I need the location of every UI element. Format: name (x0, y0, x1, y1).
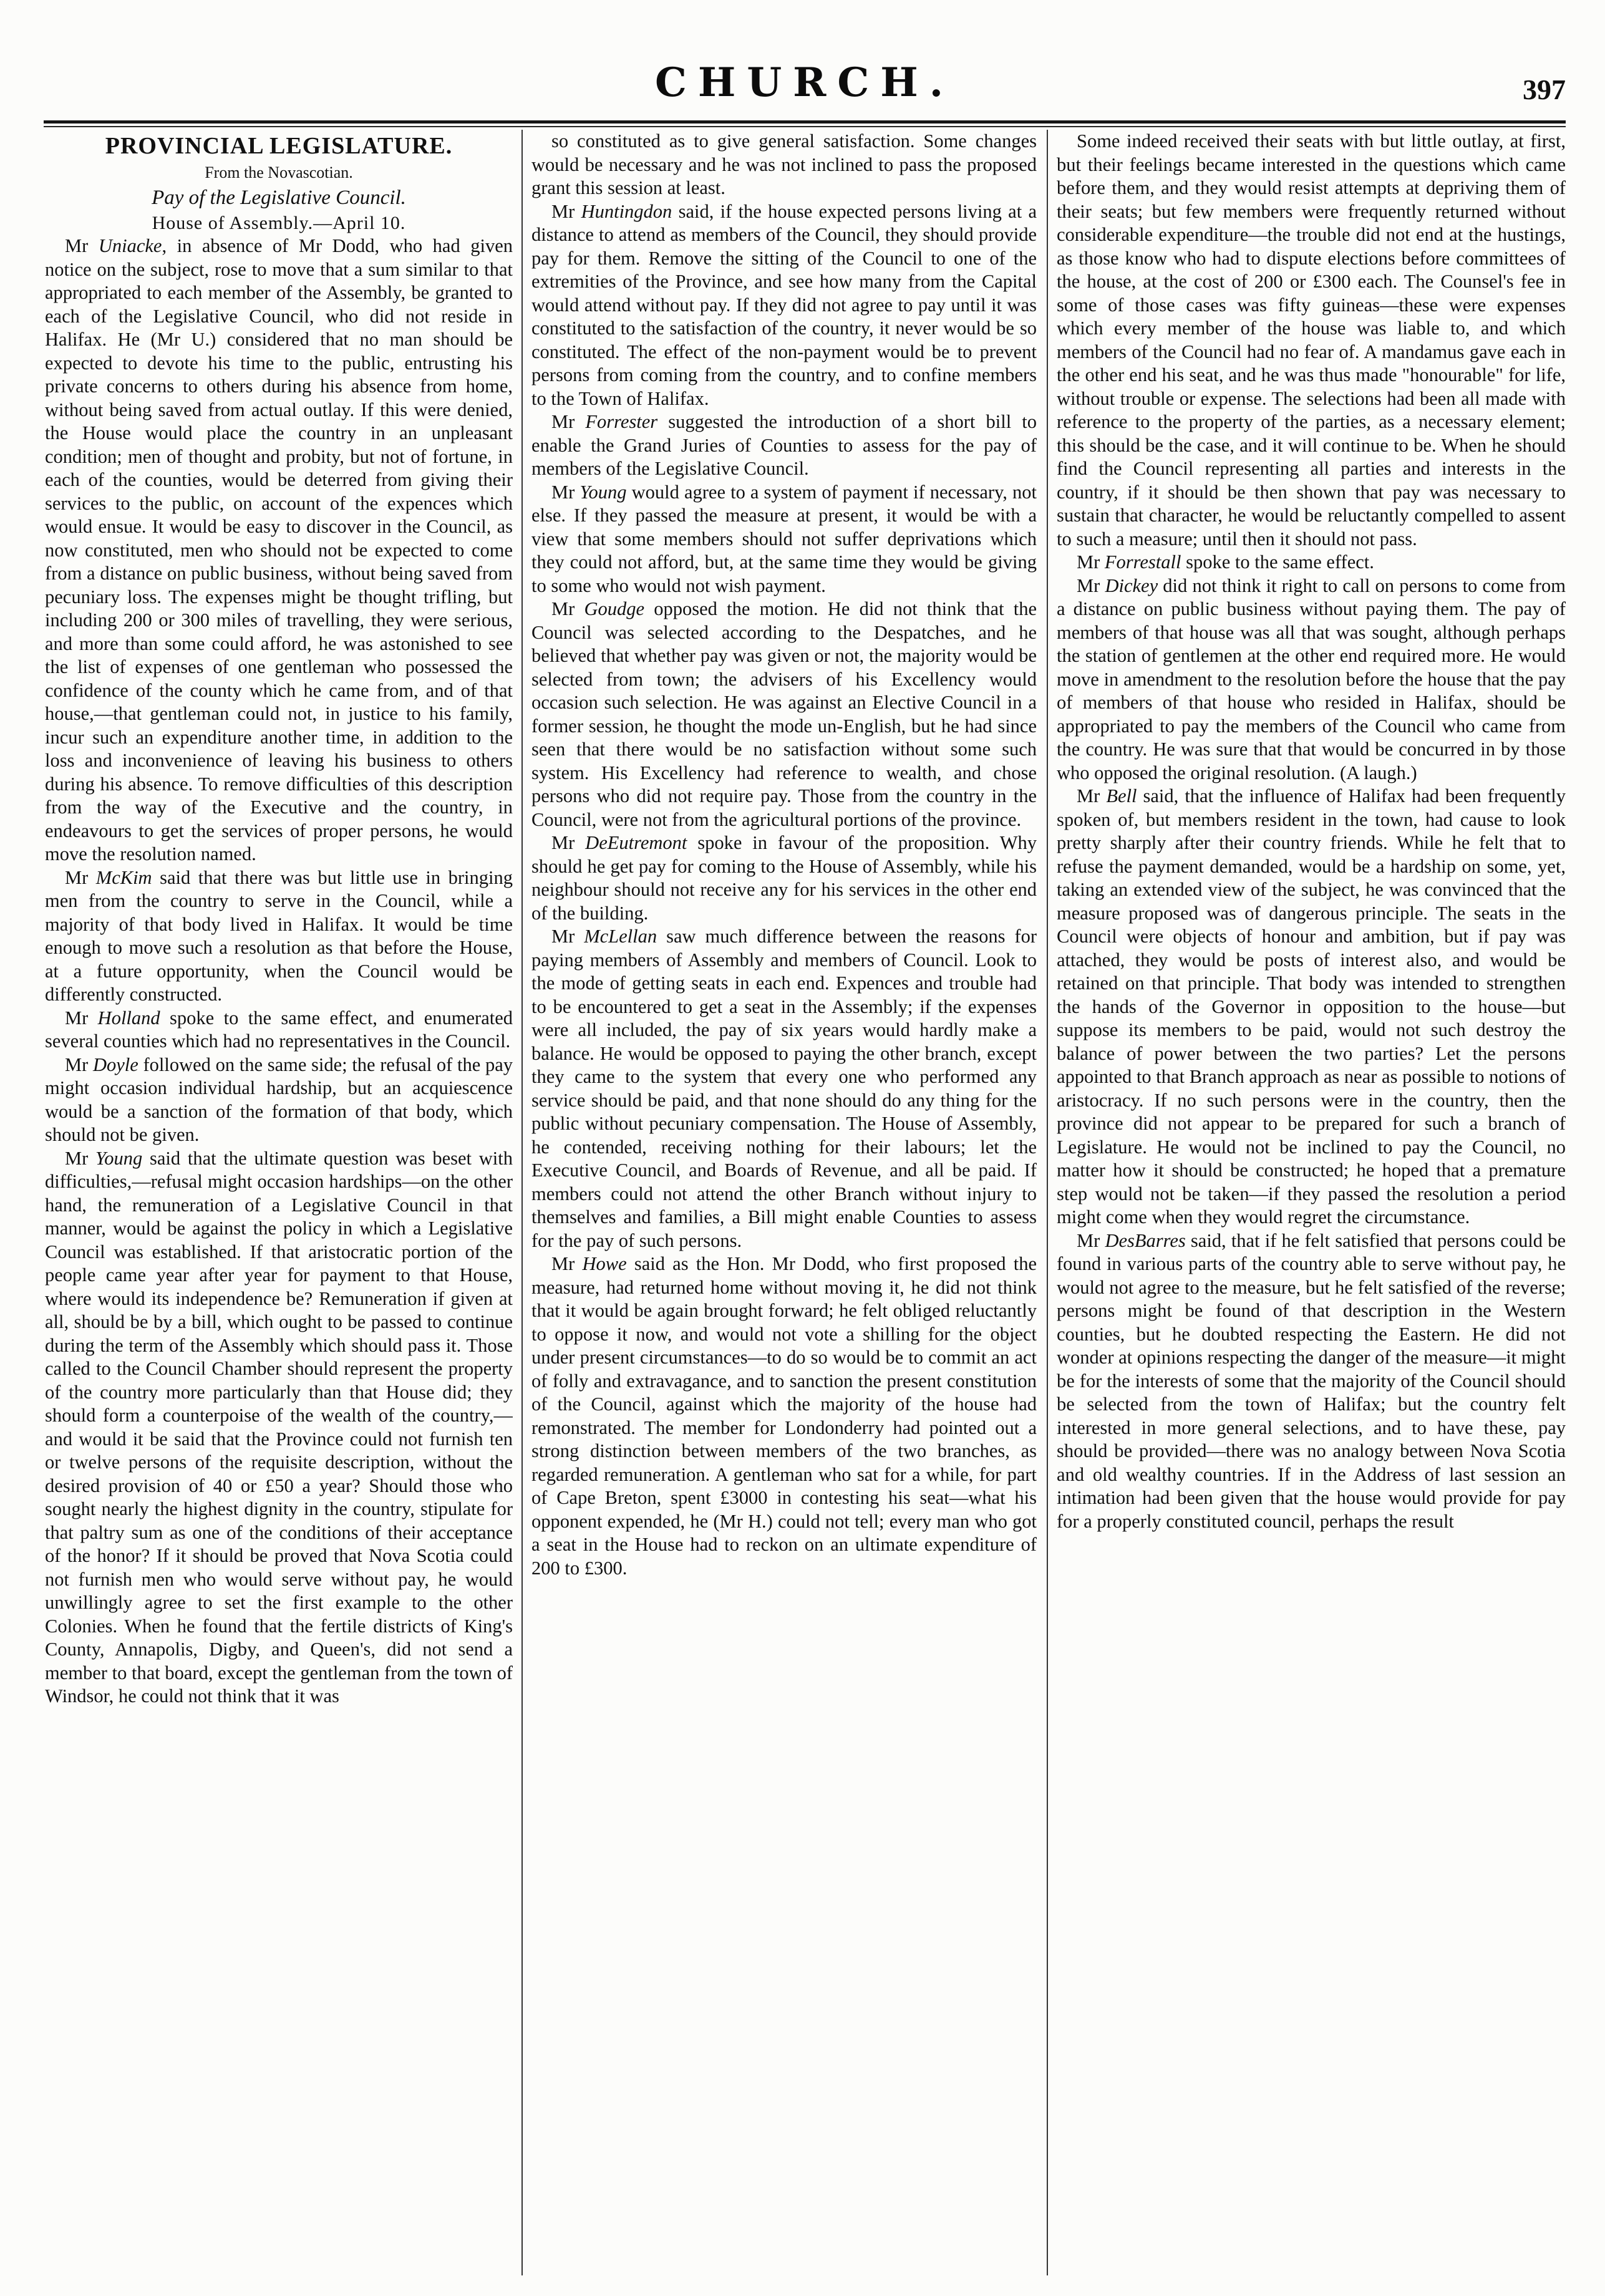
masthead-title: CHURCH. (654, 59, 955, 106)
paragraph-text: Some indeed received their seats with but little outlay, at first, but their feelings became interested in the questions which came before them, and they would resist attempts at depriving them of their seats; but few members were frequently returned without considerable expenditure—the trouble did not end at the hustings, as those know who had to dispute elections before committees of the house, at the cost of 200 or £300 each. The Counsel's fee in some of those cases was fifty guineas—these were expenses which every member of the house was liable to, and which members of the Council had no fear of. A mandamus gave each in the other end his seat, and he was thus made "honourable" for life, without trouble or expense. The selections had been all made with reference to the property of the parties, as a necessary element; this should be the case, and it will continue to be. When he should find the Council representing all parties and interests in the country, if it should be then shown that pay was necessary to sustain that character, he would be reluctantly compelled to assent to such a measure; until then it should not pass. (1057, 130, 1566, 550)
paragraph-text: Mr (1077, 551, 1105, 573)
paragraph-text: Mr (1077, 1229, 1105, 1251)
speaker-name: Goudge (584, 598, 645, 619)
header-rule-thick (44, 120, 1566, 124)
paragraph-text: Mr (551, 200, 581, 222)
paragraph-text: spoke to the same effect. (1181, 551, 1374, 573)
speaker-name: Uniacke (98, 235, 162, 256)
paragraph-text: Mr (65, 866, 96, 888)
speaker-name: Huntingdon (581, 200, 672, 222)
paragraph (1057, 551, 1566, 574)
paragraph-text: Mr (65, 1007, 98, 1029)
paragraph (531, 1252, 1037, 1580)
paragraph-text: said that there was but little use in bringing men from the country to serve in the Council, while a majority of that body lived in Halifax. It would be time enough to move such a resolution as that before the House, at a future opportunity, when the Council would be differently constructed. (45, 866, 513, 1005)
paragraph-text: Mr (551, 832, 586, 853)
speaker-name: Young (95, 1147, 143, 1169)
paragraph (45, 235, 513, 866)
speaker-name: Young (579, 481, 627, 503)
paragraph (531, 925, 1037, 1252)
paragraph (531, 410, 1037, 481)
column-1-body (45, 235, 513, 1708)
column-3 (1057, 130, 1566, 2275)
column-2-body (531, 130, 1037, 1580)
speaker-name: Forrester (585, 411, 658, 432)
paragraph (45, 1147, 513, 1708)
paragraph (531, 200, 1037, 411)
paragraph-text: so constituted as to give general satisfaction. Some changes would be necessary and he was not inclined to pass the proposed grant this session at least. (531, 130, 1037, 198)
paragraph (531, 598, 1037, 831)
speaker-name: DeEutremont (585, 832, 687, 853)
speaker-name: Doyle (92, 1054, 138, 1075)
paragraph-text: Mr (1077, 574, 1105, 596)
paragraph (1057, 1229, 1566, 1534)
article-subtitle: Pay of the Legislative Council. (152, 186, 406, 209)
paragraph-text: Mr (551, 1253, 583, 1274)
page-number: 397 (1523, 74, 1566, 105)
column-2 (531, 130, 1037, 2275)
speaker-name: Dickey (1105, 574, 1158, 596)
paragraph-text: would agree to a system of payment if necessary, not else. If they passed the measure at present, it would be with a view that some members should not suffer deprivations which they could not afford, but, at the same time they would be giving to some who would not wish payment. (531, 481, 1037, 596)
paragraph (531, 130, 1037, 200)
paragraph-text: Mr (551, 926, 584, 947)
paragraph-text: Mr (551, 598, 584, 619)
paragraph-text: said as the Hon. Mr Dodd, who first proposed the measure, had returned home without moving it, he did not think that it would be again brought forward; he felt obliged reluctantly to oppose it now, and would not vote a shilling for the object under present circumstances—to do so would be to commit an act of folly and extravagance, and to sanction the present constitution of the Council, against which the majority of the house had remonstrated. The member for Londonderry had pointed out a strong distinction between members of the two branches, as regarded remuneration. A gentleman who sat for a while, for part of Cape Breton, spent £3000 in contesting his seat—what his opponent expended, he (Mr H.) could not tell; every man who got a seat in the House had to reckon on an ultimate expenditure of 200 to £300. (531, 1253, 1037, 1579)
paragraph (531, 481, 1037, 598)
speaker-name: McLellan (584, 926, 657, 947)
speaker-name: DesBarres (1105, 1229, 1186, 1251)
paragraph (1057, 130, 1566, 551)
paragraph-text: Mr (65, 1054, 93, 1075)
paragraph-text: opposed the motion. He did not think that the Council was selected according to the Despatches, and he believed that whether pay was given or not, the majority would be selected from town; the advisers of his Excellency would occasion such selection. He was against an Elective Council in a former session, he thought the mode un-English, but he had since seen that there would be no satisfaction without some such system. His Excellency had reference to wealth, and chose persons who did not require pay. Those from the country in the Council, were not from the agricultural portions of the province. (531, 598, 1037, 830)
article-dateline: House of Assembly.—April 10. (152, 212, 406, 233)
column-divider (1047, 130, 1048, 2275)
paragraph-text: Mr (65, 1147, 96, 1169)
paragraph-text: said, that the influence of Halifax had been frequently spoken of, but members resident in the town, had cause to look pretty sharply after their country friends. While he felt that to refuse the payment demanded, would be a hardship on some, yet, taking an extended view of the subject, he was convinced that the measure proposed was of dangerous principle. The seats in the Council were objects of honour and ambition, but if pay was attached, they would be posts of interest also, and would be retained on that principle. That body was intended to strengthen the hands of the Governor in opposition to the house—but suppose its members to be paid, would not such destroy the balance of power between the two parties? Let the persons appointed to that Branch approach as near as possible to notions of aristocracy. If no such persons were in the country, then the province did not appear to be prepared for such a branch of Legislature. He would not be inclined to pay the Council, no matter how it should be constructed; he hoped that a premature step would not be taken—if they passed the resolution a period might come when they would regret the circumstance. (1057, 785, 1566, 1228)
paragraph-text: did not think it right to call on persons to come from a distance on public business without paying them. The pay of members of that house was all that was sought, although perhaps the station of gentlemen at the other end required more. He would move in amendment to the resolution before the house that the pay of members of that house who resided in Halifax, should be appropriated to pay the members of the Council who came from the country. He was sure that that would be concurred in by those who opposed the original resolution. (A laugh.) (1057, 574, 1566, 783)
paragraph-text: spoke in favour of the proposition. Why should he get pay for coming to the House of Assembly, while his neighbour should not receive any for his services in the other end of the building. (531, 832, 1037, 924)
paragraph-text: spoke to the same effect, and enumerated several counties which had no representatives in the Council. (45, 1007, 513, 1052)
paragraph-text: Mr (65, 235, 99, 256)
paragraph-text: , in absence of Mr Dodd, who had given notice on the subject, rose to move that a sum similar to that appropriated to each member of the Assembly, be granted to each of the Legislative Council, who did not reside in Halifax. He (Mr U.) considered that no man should be expected to devote his time to the public, entrusting his private concerns to others during his absence from home, without being saved from actual outlay. If this were denied, the House would place the country in an unpleasant condition; men of thought and probity, but not of fortune, in each of the counties, would be deterred from giving their services to the public, on account of the expences which would ensue. It would be easy to discover in the Council, as now constituted, men who should not be expected to come from a distance on public business, without being saved from pecuniary loss. The expenses might be thought trifling, but including 200 or 300 miles of travelling, they were serious, and more than some could afford, he was astonished to see the list of expenses of one gentleman who possessed the confidence of the county which he came from, and of that house,—that gentleman could not, in justice to his family, incur such an expenditure another time, in addition to the loss and inconvenience of leaving his business to others during his absence. To remove difficulties of this description from the way of the Executive and the country, in endeavours to get the services of proper persons, he would move the resolution named. (45, 235, 513, 865)
paragraph-text: said that the ultimate question was beset with difficulties,—refusal might occasion hardships—on the other hand, the remuneration of a Legislative Council in that manner, would be against the policy in which a Legislative Council was established. If that aristocratic portion of the people came year after year for payment to that House, where would its independence be? Remuneration if given at all, should be by a bill, which ought to be passed to continue during the term of the Assembly which should pass it. Those called to the Council Chamber should represent the property of the country more particularly than that House did; they should form a counterpoise of the wealth of the country,—and would it be said that the Province could not furnish ten or twelve persons of the requisite description, without the desired provision of 40 or £50 a year? Should those who sought nearly the highest dignity in the country, stipulate for that paltry sum as one of the conditions of their acceptance of the honor? If it should be proved that Nova Scotia could not furnish men who would serve without pay, he would unwillingly agree to set the first example to the other Colonies. When he found that the fertile districts of King's County, Annapolis, Digby, and Queen's, did not send a member to that board, except the gentleman from the town of Windsor, he could not think that it was (45, 1147, 513, 1707)
speaker-name: Holland (97, 1007, 160, 1029)
header-rule-thin (44, 126, 1566, 127)
paragraph (531, 831, 1037, 925)
column-1 (45, 130, 513, 2275)
paragraph-text: Mr (551, 411, 586, 432)
paragraph-text: Mr (1077, 785, 1107, 807)
speaker-name: McKim (95, 866, 152, 888)
paragraph-text: said, if the house expected persons living at a distance to attend as members of the Council, they should provide pay for them. Remove the sitting of the Council to one of the extremities of the Province, and see how many from the Capital would attend without pay. If they did not agree to pay until it was constituted to the satisfaction of the country, it never would be so constituted. The effect of the non-payment would be to prevent persons from coming from the country, and to confine members to the Town of Halifax. (531, 200, 1037, 409)
speaker-name: Howe (582, 1253, 627, 1274)
paragraph (45, 1054, 513, 1147)
paragraph-text: saw much difference between the reasons for paying members of Assembly and members of Council. Look to the mode of getting seats in each end. Expences and trouble had to be encountered to get a seat in the Assembly; if the expenses were all included, the pay of six years would hardly make a balance. He would be opposed to paying the other branch, except they came to the system that every one who performed any service should be paid, and that none should do any thing for the public without pecuniary compensation. The House of Assembly, he contended, receiving nothing for their labours; let the Executive Council, and Boards of Revenue, and all be paid. If members could not attend the other Branch without injury to themselves and families, a Bill might enable Counties to assess for the pay of such persons. (531, 926, 1037, 1251)
paragraph-text: followed on the same side; the refusal of the pay might occasion individual hardship, but an acquiescence would be a sanction of the formation of that body, which should not be given. (45, 1054, 513, 1145)
paragraph-text: suggested the introduction of a short bill to enable the Grand Juries of Counties to assess for the pay of members of the Legislative Council. (531, 411, 1037, 479)
paragraph (45, 1007, 513, 1054)
speaker-name: Forrestall (1104, 551, 1181, 573)
article-title: PROVINCIAL LEGISLATURE. (105, 133, 453, 159)
column-3-body (1057, 130, 1566, 1533)
paragraph-text: Mr (551, 481, 580, 503)
paragraph (45, 866, 513, 1007)
speaker-name: Bell (1106, 785, 1137, 807)
paragraph (1057, 574, 1566, 785)
paragraph-text: said, that if he felt satisfied that persons could be found in various parts of the country able to serve without pay, he would not agree to the measure, but he felt satisfied of the reverse; persons might be found of that description in the Western counties, but he doubted respecting the Eastern. He did not wonder at opinions respecting the danger of the measure—it might be for the interests of some that the majority of the Council should be selected from the town of Halifax; but the country felt interested in more general selections, and to have these, pay should be provided—there was no analogy between Nova Scotia and old wealthy countries. If in the Address of last session an intimation had been given that the house would provide for pay for a properly constituted council, perhaps the result (1057, 1229, 1566, 1532)
page-header (44, 59, 1566, 115)
paragraph (1057, 785, 1566, 1229)
article-source: From the Novascotian. (205, 163, 353, 182)
column-divider (521, 130, 523, 2275)
